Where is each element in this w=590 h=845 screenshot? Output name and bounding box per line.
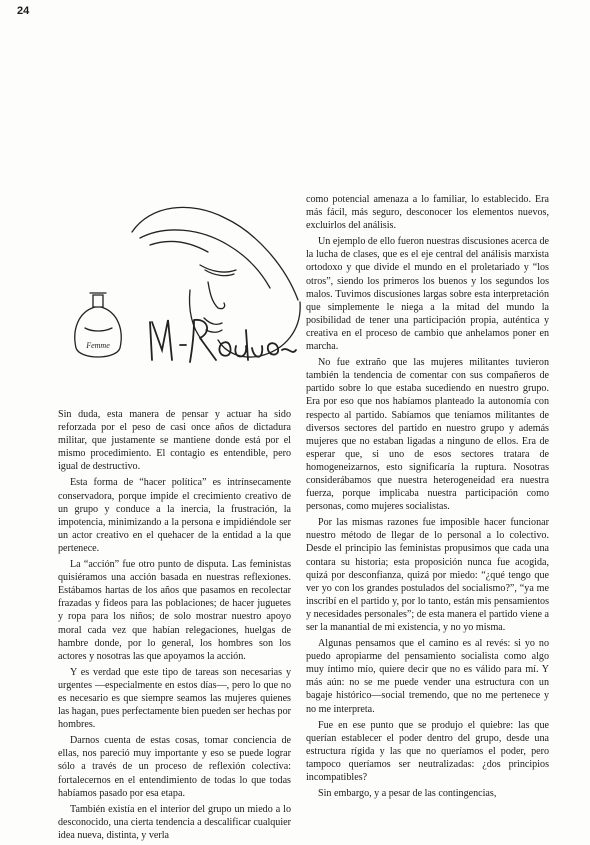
left-column [58, 408, 291, 845]
bottle-label: Femme [86, 341, 110, 350]
paragraph: Fue en ese punto que se produjo el quiebre: las que querían establecer el poder dentro del grupo, desde una estructura rígida y las que no queríamos el poder, pero tampoco queríamos ser neutralizadas: ¿dos principios incompatibles? [306, 719, 549, 784]
signature [150, 320, 296, 362]
paragraph: Y es verdad que este tipo de tareas son necesarias y urgentes —especialmente en estos días—, pero lo que no es necesario es que siempre seamos las mujeres quienes las hagan, pues perfectamente bien pueden ser hechas por hombres. [58, 666, 291, 731]
paragraph: como potencial amenaza a lo familiar, lo establecido. Era más fácil, más seguro, desconocer los elementos nuevos, excluirlos del análisis. [306, 194, 549, 232]
paragraph: Sin duda, esta manera de pensar y actuar ha sido reforzada por el peso de casi once años de dictadura militar, que justamente se mantiene donde está por el mismo procedimiento. El contagio es entendible, pero igual de destructivo. [58, 409, 291, 473]
sleeping-face-illustration [40, 170, 310, 395]
page-number: 24 [17, 5, 30, 17]
right-column [306, 193, 549, 803]
paragraph: Por las mismas razones fue imposible hacer funcionar nuestro método de llegar de lo personal a lo colectivo. Desde el principio las feministas propusimos que cada una contara su historia; esta proposición nunca fue acogida, quizá por desconfianza, quizá por miedo: “¿qué tengo que ver yo con los grandes postulados del socialismo?”, “ya me inscribí en el partido y, por lo tanto, están mis pensamientos y necesidades personales”; de esta manera el partido viene a ser la manantial de mi existencia, y no yo misma. [306, 517, 549, 633]
paragraph: Sin embargo, y a pesar de las contingencias, [318, 788, 497, 800]
paragraph: Esta forma de “hacer política” es intrínsecamente conservadora, porque impide el crecimiento creativo de un grupo y conduce a la inercia, la frustración, la impotencia, minimizando a la persona e impidiéndole ser un actor creativo en el quehacer de la entidad a la que pertenece. [58, 477, 291, 554]
paragraph: La “acción” fue otro punto de disputa. Las feministas quisiéramos una acción basada en nuestras reflexiones. Estábamos hartas de los años que pasamos en recolectar frazadas y fideos para las poblaciones; de hacer juguetes y ropa para los niños; de solo mostrar nuestro apoyo moral cada vez que habían relegaciones, huelgas de hambre donde, por lo general, los hombres son los actores y nosotras las que apoyamos la acción. [58, 559, 291, 662]
paragraph: No fue extraño que las mujeres militantes tuvieron también la tendencia de comentar con sus compañeros de partido sobre lo que estaba sucediendo en nuestro grupo. Era por eso que nos habíamos planteado la autonomía con respecto al partido. Sabíamos que teníamos militantes de diversos sectores del partido en nuestro grupo y además mujeres que no estaban ligadas a ninguno de ellos. Era de esperar que, si uno de esos sectores tratara de homogeneizarnos, esto significaría la ruptura. Nosotras considerábamos que nuestra heterogeneidad era nuestra fuerza, porque implicaba nuestra participación como personas, como mujeres socialistas. [306, 357, 549, 513]
paragraph: Algunas pensamos que el camino es al revés: si yo no puedo apropiarme del pensamiento socialista como algo muy íntimo mío, quiere decir que no es válido para mí. Y más aún: no se me puede vender una estructura con un bagaje histórico—social tremendo, que no me pertenece y no me interpreta. [306, 638, 549, 715]
paragraph: También existía en el interior del grupo un miedo a lo desconocido, una cierta tendencia a descalificar cualquier idea nueva, distinta, y verla [58, 803, 291, 841]
paragraph: Darnos cuenta de estas cosas, tomar conciencia de ellas, nos pareció muy importante y eso se puede lograr sólo a través de un proceso de reflexión colectiva: fortalecernos en el entendimiento de todas lo que todas habíamos pasado por esa etapa. [58, 735, 291, 799]
paragraph: Un ejemplo de ello fueron nuestras discusiones acerca de la lucha de clases, que es el eje central del análisis marxista ortodoxo y que divide el mundo en el proletariado y “los otros”, siendo los primeros los buenos y los segundos los malos. Tuvimos discusiones largas sobre esta interpretación que simplemente le niega a la mitad del mundo la posibilidad de tener una participación propia, auténtica y creativa en el proceso de cambio que anhelamos poner en marcha. [306, 236, 549, 353]
